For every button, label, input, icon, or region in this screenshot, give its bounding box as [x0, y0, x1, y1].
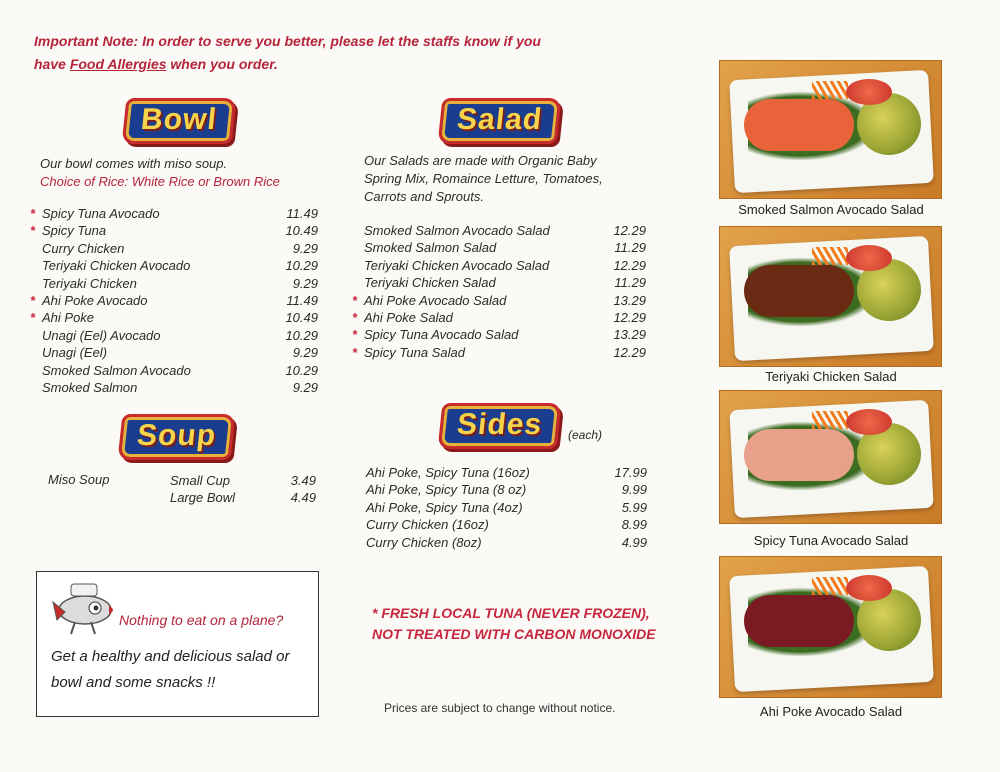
plane-question: Nothing to eat on a plane? [119, 612, 284, 628]
item-name: Ahi Poke, Spicy Tuna (8 oz) [366, 482, 527, 498]
bowl-menu-list [30, 205, 318, 396]
allergy-note-line2: have Food Allergies when you order. [34, 56, 278, 72]
bowl-menu-item [30, 222, 318, 239]
item-price: 11.49 [286, 206, 318, 221]
soup-size-item [170, 472, 316, 489]
allergy-note [34, 30, 594, 76]
salad-menu-item [364, 222, 646, 239]
item-name: Teriyaki Chicken Salad [364, 275, 496, 291]
salad-photo [719, 556, 942, 698]
bowl-menu-item [42, 327, 318, 344]
bowl-menu-item [42, 344, 318, 361]
star-marker: * [352, 292, 358, 308]
salad-menu-item [364, 239, 646, 256]
salad-menu-item [352, 326, 646, 343]
star-marker: * [30, 310, 36, 326]
item-price: 11.29 [614, 275, 646, 291]
salad-intro-line2: Spring Mix, Romaince Letture, Tomatoes, [364, 171, 603, 186]
allergy-note-line1: Important Note: In order to serve you better, please let the staffs know if you [34, 33, 541, 49]
sides-heading: Sides [438, 403, 562, 449]
sides-menu-item [366, 481, 647, 498]
item-price: 10.29 [285, 258, 318, 274]
soup-price: 4.49 [290, 490, 316, 506]
photo-caption: Spicy Tuna Avocado Salad [753, 533, 909, 548]
salad-intro-line3: Carrots and Sprouts. [364, 189, 484, 204]
item-name: Ahi Poke, Spicy Tuna (16oz) [366, 465, 530, 480]
bowl-menu-item [42, 257, 318, 274]
sides-menu-list [366, 464, 647, 551]
item-name: Smoked Salmon Avocado Salad [364, 223, 550, 238]
item-price: 13.29 [613, 327, 646, 343]
item-name: Curry Chicken (8oz) [366, 534, 482, 550]
bowl-intro-line1: Our bowl comes with miso soup. [40, 156, 228, 171]
item-name: Curry Chicken [42, 240, 125, 256]
plane-answer: Get a healthy and delicious salad or bowl and some snacks !! [51, 648, 290, 691]
item-name: Spicy Tuna Avocado Salad [364, 327, 519, 343]
item-name: Ahi Poke Avocado Salad [364, 292, 507, 308]
item-name: Smoked Salmon [42, 379, 138, 395]
soup-size: Large Bowl [170, 490, 236, 506]
item-price: 9.29 [292, 345, 318, 361]
sides-each-label: (each) [568, 428, 603, 442]
item-name: Ahi Poke [42, 310, 95, 326]
bowl-intro [40, 155, 280, 191]
soup-size-list [170, 472, 316, 507]
item-name: Spicy Tuna Avocado [42, 206, 160, 221]
fresh-tuna-line2: NOT TREATED WITH CARBON MONOXIDE [372, 626, 656, 642]
item-price: 9.29 [292, 240, 318, 256]
bowl-menu-item [42, 240, 318, 257]
item-name: Curry Chicken (16oz) [366, 517, 489, 533]
item-price: 13.29 [613, 292, 646, 308]
item-price: 12.29 [613, 223, 646, 238]
item-price: 11.29 [614, 240, 646, 256]
item-name: Teriyaki Chicken Avocado [42, 258, 191, 274]
bowl-heading: Bowl [122, 98, 237, 144]
item-price: 12.29 [613, 344, 646, 360]
item-price: 9.29 [292, 275, 318, 291]
bowl-menu-item [30, 205, 318, 222]
item-name: Spicy Tuna Salad [364, 344, 465, 360]
item-name: Teriyaki Chicken [42, 275, 137, 291]
item-price: 9.29 [292, 379, 318, 395]
item-price: 10.29 [285, 327, 318, 343]
item-price: 11.49 [286, 292, 318, 308]
salad-menu-item [364, 257, 646, 274]
item-name: Ahi Poke, Spicy Tuna (4oz) [366, 499, 523, 515]
plane-promo-box [36, 571, 319, 717]
star-marker: * [30, 223, 36, 239]
salad-menu-list [352, 222, 646, 361]
item-name: Unagi (Eel) Avocado [42, 327, 161, 343]
sides-menu-item [366, 516, 647, 533]
bowl-menu-item [30, 309, 318, 326]
item-price: 9.99 [621, 482, 647, 498]
item-price: 10.49 [285, 310, 318, 326]
item-price: 10.49 [285, 223, 318, 239]
salad-menu-item [352, 292, 646, 309]
prices-note: Prices are subject to change without notice. [384, 701, 616, 715]
star-marker: * [30, 292, 36, 308]
sides-menu-item [366, 464, 647, 481]
item-name: Ahi Poke Avocado [42, 292, 148, 308]
bowl-menu-item [42, 379, 318, 396]
salad-photo [719, 226, 942, 367]
photo-caption: Ahi Poke Avocado Salad [759, 704, 903, 719]
soup-price: 3.49 [290, 473, 316, 488]
star-marker: * [352, 344, 358, 360]
salad-menu-item [364, 274, 646, 291]
item-price: 5.99 [621, 499, 647, 515]
salad-intro [364, 152, 603, 206]
soup-size: Small Cup [170, 473, 230, 488]
item-name: Unagi (Eel) [42, 345, 108, 361]
item-price: 4.99 [621, 534, 647, 550]
food-allergies-text: Food Allergies [69, 56, 167, 72]
salad-intro-line1: Our Salads are made with Organic Baby [364, 153, 597, 168]
bowl-menu-item [42, 275, 318, 292]
item-name: Spicy Tuna [42, 223, 107, 239]
item-name: Smoked Salmon Avocado [42, 362, 191, 378]
star-marker: * [30, 206, 36, 221]
salad-menu-item [352, 344, 646, 361]
fresh-tuna-note [372, 603, 656, 645]
item-price: 10.29 [285, 362, 318, 378]
photo-caption: Smoked Salmon Avocado Salad [738, 202, 924, 217]
star-marker: * [352, 309, 358, 325]
item-name: Ahi Poke Salad [364, 309, 453, 325]
soup-size-item [170, 489, 316, 506]
sides-menu-item [366, 499, 647, 516]
bowl-menu-item [30, 292, 318, 309]
soup-item-name: Miso Soup [48, 472, 110, 487]
rice-choice: Choice of Rice: White Rice or Brown Rice [40, 174, 280, 189]
item-name: Teriyaki Chicken Avocado Salad [364, 257, 550, 273]
item-price: 8.99 [621, 517, 647, 533]
item-price: 17.99 [614, 465, 647, 480]
item-name: Smoked Salmon Salad [364, 240, 497, 256]
bowl-menu-item [42, 362, 318, 379]
star-marker: * [352, 327, 358, 343]
salad-photo [719, 60, 942, 199]
salad-menu-item [352, 309, 646, 326]
soup-heading: Soup [118, 414, 236, 460]
airplane-mascot-icon [51, 580, 119, 636]
item-price: 12.29 [613, 257, 646, 273]
fresh-tuna-line1: * FRESH LOCAL TUNA (NEVER FROZEN), [372, 605, 650, 621]
sides-menu-item [366, 534, 647, 551]
photo-caption: Teriyaki Chicken Salad [765, 369, 897, 384]
salad-heading: Salad [438, 98, 562, 144]
item-price: 12.29 [613, 309, 646, 325]
salad-photo [719, 390, 942, 524]
